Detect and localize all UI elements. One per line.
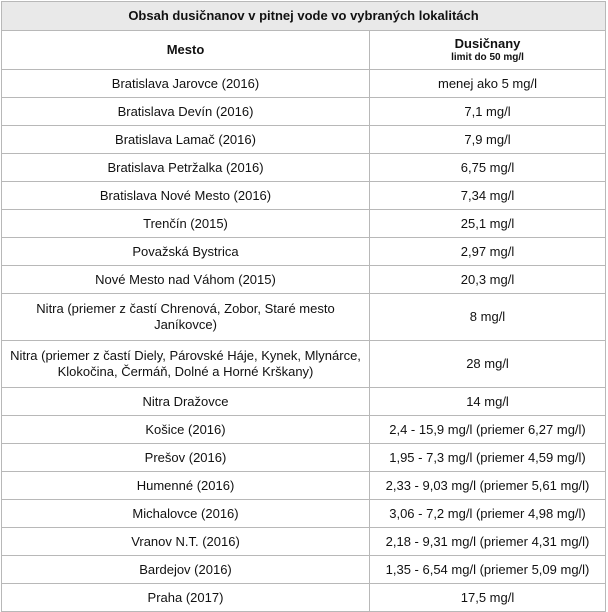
- nitrate-table-container: [1, 1, 607, 606]
- value-cell: 28 mg/l: [370, 341, 606, 388]
- location-cell: Košice (2016): [2, 416, 370, 444]
- location-cell: Michalovce (2016): [2, 500, 370, 528]
- location-cell: Bratislava Petržalka (2016): [2, 154, 370, 182]
- table-row: [2, 341, 606, 388]
- value-cell: 14 mg/l: [370, 388, 606, 416]
- value-cell: 20,3 mg/l: [370, 266, 606, 294]
- location-cell: Nitra Dražovce: [2, 388, 370, 416]
- table-row: [2, 388, 606, 416]
- location-cell: Trenčín (2015): [2, 210, 370, 238]
- nitrate-table: [1, 1, 606, 612]
- column-header-location: Mesto: [2, 31, 370, 70]
- location-cell: Nitra (priemer z častí Chrenová, Zobor, Staré mesto Janíkovce): [2, 294, 370, 341]
- location-cell: Považská Bystrica: [2, 238, 370, 266]
- value-cell: 1,35 - 6,54 mg/l (priemer 5,09 mg/l): [370, 556, 606, 584]
- table-header-row: [2, 31, 606, 70]
- table-row: [2, 70, 606, 98]
- table-title-row: [2, 2, 606, 31]
- location-cell: Praha (2017): [2, 584, 370, 612]
- table-row: [2, 210, 606, 238]
- table-title: Obsah dusičnanov v pitnej vode vo vybraných lokalitách: [2, 2, 606, 31]
- column-header-nitrates-label: Dusičnany: [454, 36, 521, 51]
- value-cell: 7,34 mg/l: [370, 182, 606, 210]
- value-cell: 2,33 - 9,03 mg/l (priemer 5,61 mg/l): [370, 472, 606, 500]
- value-cell: 25,1 mg/l: [370, 210, 606, 238]
- table-row: [2, 98, 606, 126]
- value-cell: 2,4 - 15,9 mg/l (priemer 6,27 mg/l): [370, 416, 606, 444]
- value-cell: menej ako 5 mg/l: [370, 70, 606, 98]
- table-row: [2, 584, 606, 612]
- location-cell: Vranov N.T. (2016): [2, 528, 370, 556]
- table-row: [2, 472, 606, 500]
- location-cell: Nové Mesto nad Váhom (2015): [2, 266, 370, 294]
- table-row: [2, 182, 606, 210]
- location-cell: Bardejov (2016): [2, 556, 370, 584]
- value-cell: 7,1 mg/l: [370, 98, 606, 126]
- value-cell: 2,97 mg/l: [370, 238, 606, 266]
- location-cell: Bratislava Nové Mesto (2016): [2, 182, 370, 210]
- value-cell: 8 mg/l: [370, 294, 606, 341]
- column-header-nitrates: [370, 31, 606, 70]
- table-row: [2, 126, 606, 154]
- value-cell: 2,18 - 9,31 mg/l (priemer 4,31 mg/l): [370, 528, 606, 556]
- value-cell: 3,06 - 7,2 mg/l (priemer 4,98 mg/l): [370, 500, 606, 528]
- table-row: [2, 528, 606, 556]
- location-cell: Bratislava Jarovce (2016): [2, 70, 370, 98]
- location-cell: Nitra (priemer z častí Diely, Párovské Háje, Kynek, Mlynárce, Klokočina, Čermáň, Dolné a Horné Krškany): [2, 341, 370, 388]
- table-row: [2, 556, 606, 584]
- location-cell: Prešov (2016): [2, 444, 370, 472]
- table-row: [2, 294, 606, 341]
- value-cell: 7,9 mg/l: [370, 126, 606, 154]
- table-row: [2, 444, 606, 472]
- table-row: [2, 154, 606, 182]
- value-cell: 1,95 - 7,3 mg/l (priemer 4,59 mg/l): [370, 444, 606, 472]
- table-row: [2, 266, 606, 294]
- column-header-limit: limit do 50 mg/l: [451, 52, 524, 63]
- value-cell: 6,75 mg/l: [370, 154, 606, 182]
- table-row: [2, 416, 606, 444]
- table-row: [2, 238, 606, 266]
- location-cell: Humenné (2016): [2, 472, 370, 500]
- location-cell: Bratislava Devín (2016): [2, 98, 370, 126]
- table-row: [2, 500, 606, 528]
- location-cell: Bratislava Lamač (2016): [2, 126, 370, 154]
- value-cell: 17,5 mg/l: [370, 584, 606, 612]
